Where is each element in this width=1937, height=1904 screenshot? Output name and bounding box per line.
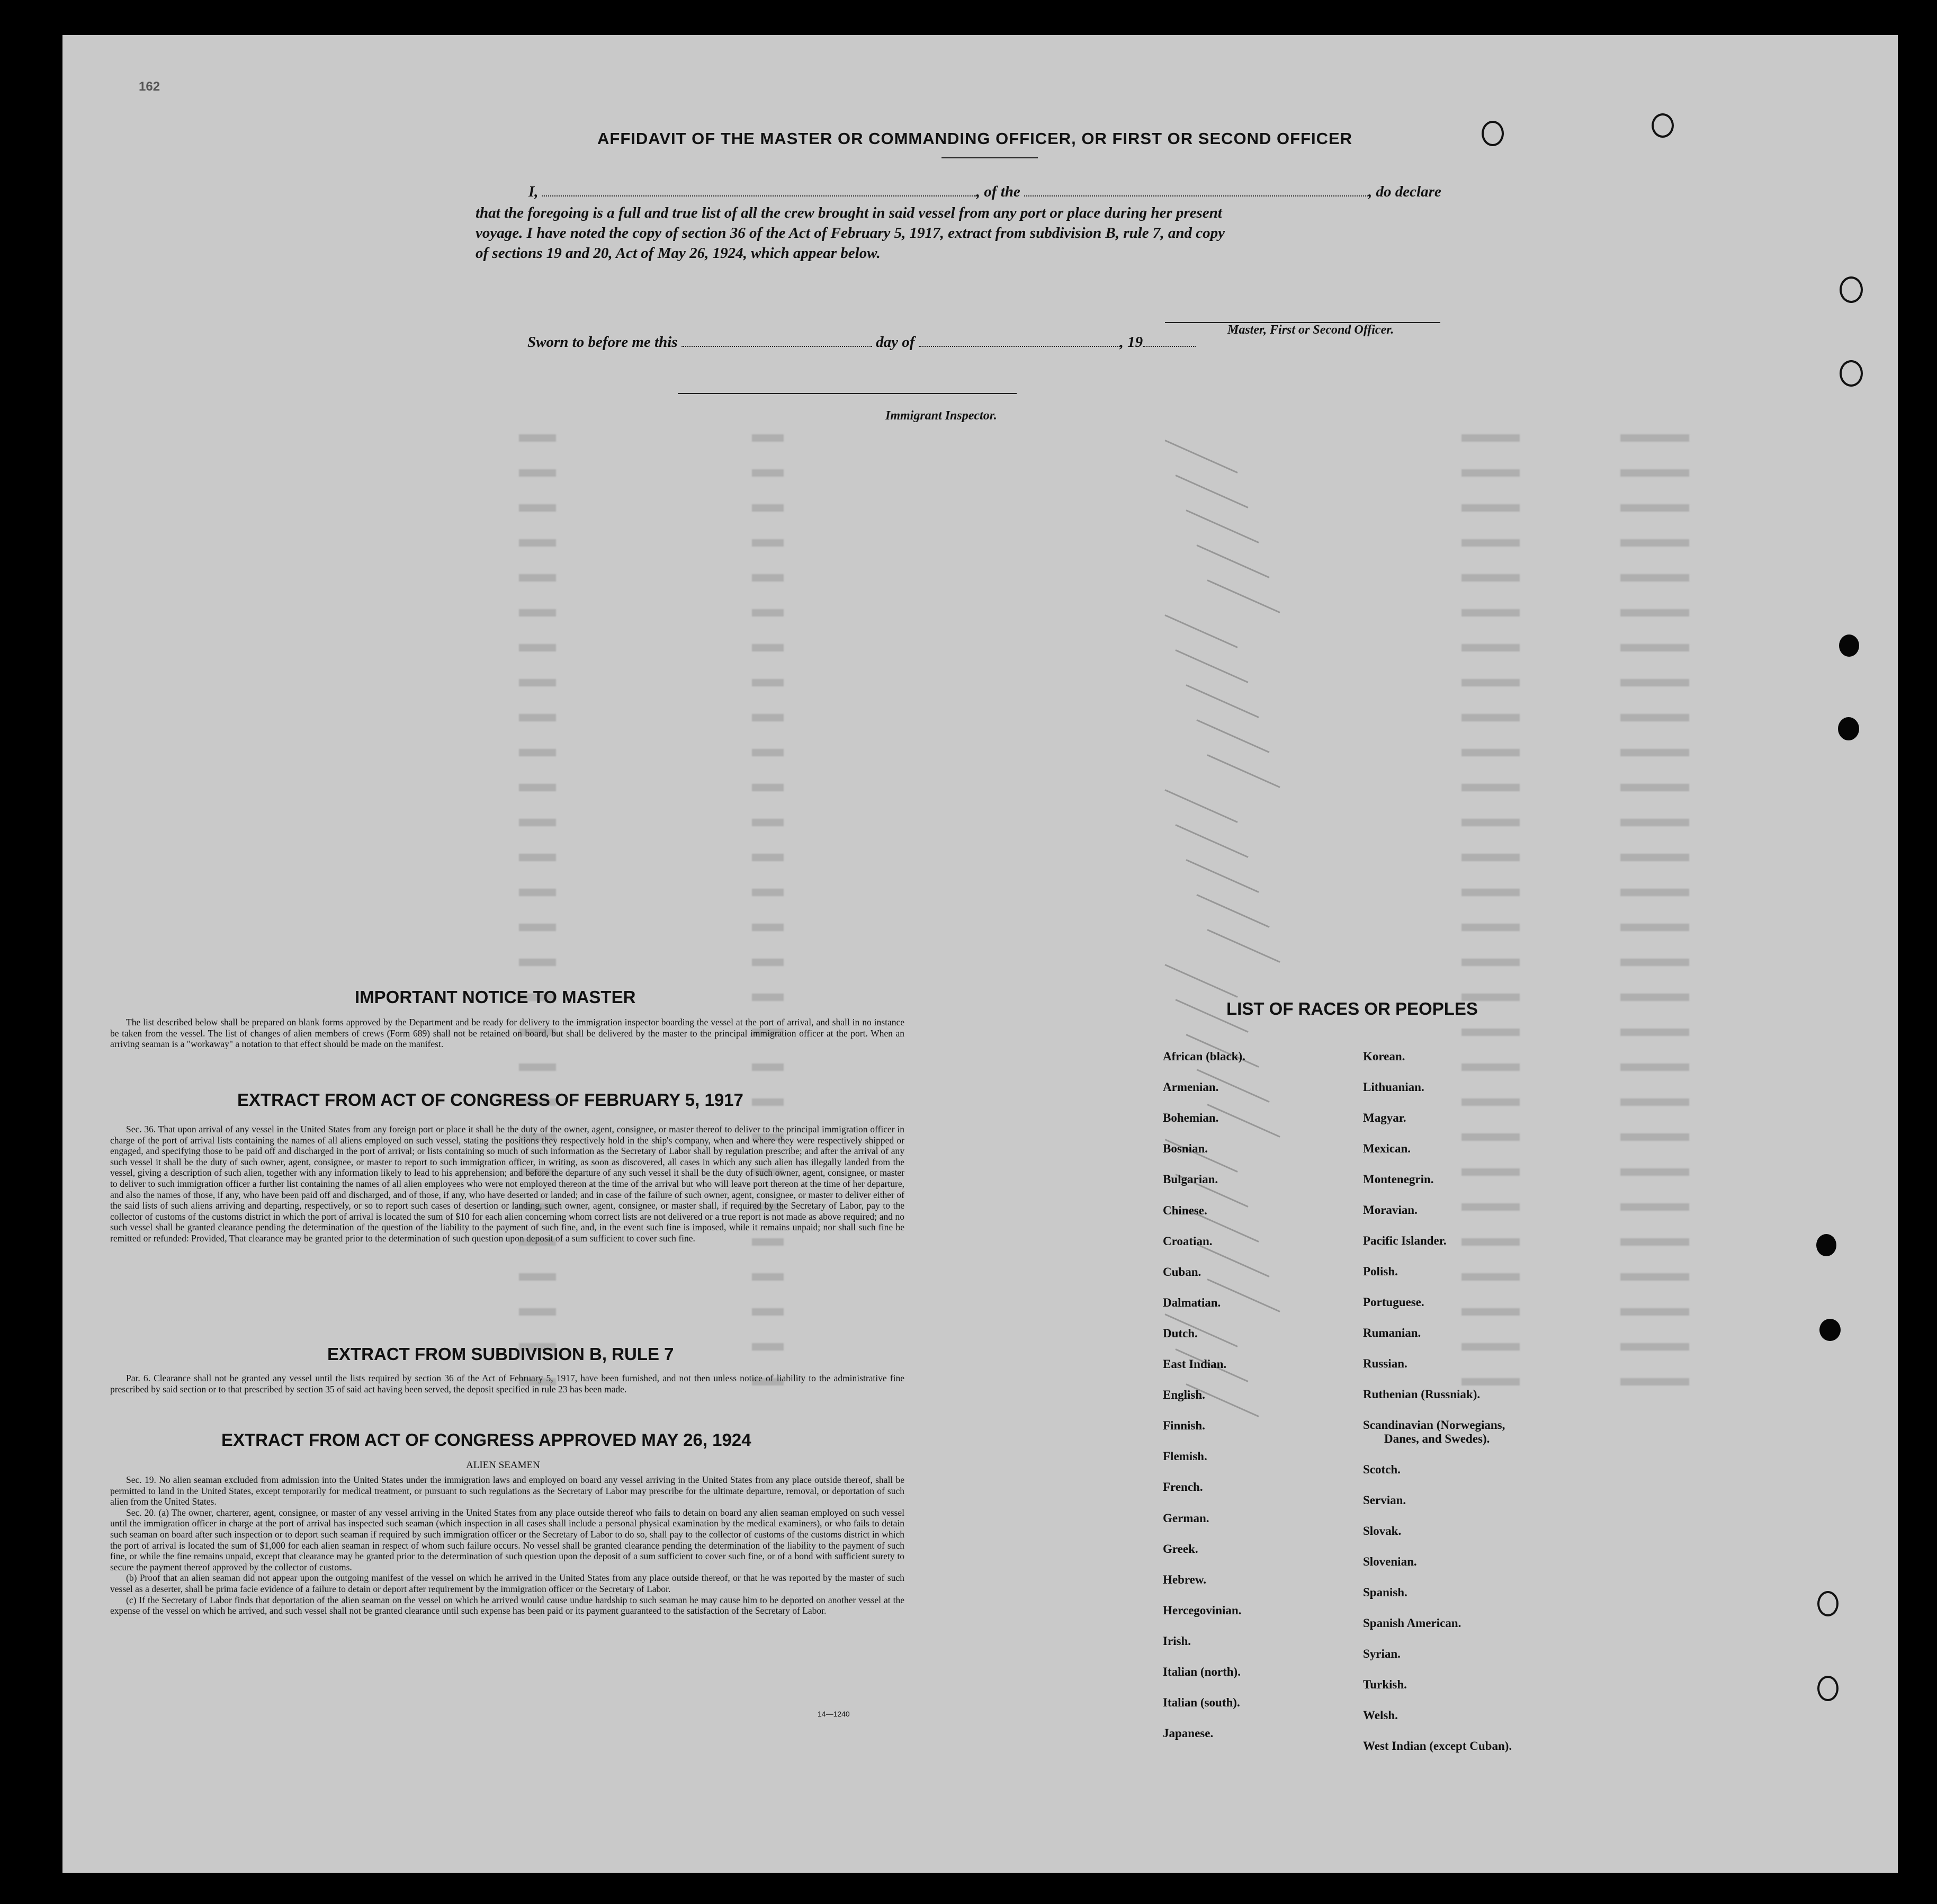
race-item: Dalmatian. <box>1163 1295 1221 1309</box>
bleed-through-mark <box>1461 539 1520 547</box>
race-item: Portuguese. <box>1363 1295 1424 1309</box>
bleed-through-mark <box>752 1063 784 1071</box>
punch-hole <box>1652 113 1674 138</box>
bleed-through-mark <box>1620 1133 1689 1141</box>
bleed-through-mark <box>1620 1029 1689 1036</box>
race-item: Croatian. <box>1163 1234 1213 1248</box>
bleed-through-mark <box>1620 609 1689 616</box>
notice-paragraph: The list described below shall be prepared on blank forms approved by the Department and be ready for delivery to the immigration inspector boarding the vessel at the port of arrival, and shall in no instance be taken from the vessel. The list of changes of alien members of crews (Form 689) shall not be retained on board, but shall be delivered by the master to the principal immigration officer at the port. When an arriving seaman is a "workaway" a notation to that effect should be made on the manifest. <box>110 1017 904 1050</box>
year-blank <box>1143 334 1196 347</box>
sec19-paragraph: Sec. 19. No alien seaman excluded from admission into the United States under the immigration laws and employed on board any vessel arriving in the United States from any place outside thereof, shall be permitted to land in the United States, except temporarily for medical treatment, or pursuant to such regulations as the Secretary of Labor may prescribe for the ultimate departure, removal, or deportation of such alien from the United States. <box>110 1474 904 1507</box>
sec20c-paragraph: (c) If the Secretary of Labor finds that deportation of the alien seaman on the vessel on which he arrived would cause undue hardship to such seaman he may cause him to be deported on another vessel at the expense of the vessel on which he arrived, and such vessel shall not be granted clearance until such expense has been paid or its payment guaranteed to the satisfaction of the Secretary of Labor. <box>110 1594 904 1616</box>
race-item: English. <box>1163 1388 1205 1402</box>
race-item: Ruthenian (Russniak). <box>1363 1388 1481 1401</box>
races-title: LIST OF RACES OR PEOPLES <box>1226 999 1478 1018</box>
bleed-through-mark <box>1620 1063 1689 1071</box>
punch-hole <box>1817 1591 1839 1616</box>
bleed-through-mark <box>519 644 556 651</box>
bleed-through-mark <box>1461 1378 1520 1385</box>
bleed-through-mark <box>519 924 556 931</box>
bleed-through-mark <box>752 994 784 1001</box>
bleed-through-mark <box>752 924 784 931</box>
rule7-title: EXTRACT FROM SUBDIVISION B, RULE 7 <box>327 1344 674 1364</box>
bleed-through-mark <box>1461 1273 1520 1281</box>
race-item: Scandinavian (Norwegians, <box>1363 1418 1505 1432</box>
bleed-through-mark <box>752 679 784 686</box>
bleed-through-mark <box>1461 1063 1520 1071</box>
bleed-through-mark <box>519 889 556 896</box>
bleed-through-mark <box>519 714 556 721</box>
punch-hole <box>1482 121 1504 146</box>
race-item: Japanese. <box>1163 1727 1214 1740</box>
sec20a-paragraph: Sec. 20. (a) The owner, charterer, agent, consignee, or master of any vessel arriving in the United States from any place outside thereof who fails to detain on board any alien seaman employed on such vessel until the immigration officer in charge at the port of arrival has inspected such seaman (which inspection in all cases shall include a personal physical examination by the medical examiners), or who fails to detain such seaman on board after such inspection or to deport such seaman if required by such immigration officer or the Secretary of Labor to do so, shall pay to the collector of customs of the customs district in which the port of arrival is located the sum of $1,000 for each alien seaman in respect of whom such failure occurs. No vessel shall be granted clearance pending the determination of the liability to the payment of such fine, or while the fine remains unpaid, except that clearance may be granted prior to the determination of such question upon the deposit of a sum sufficient to cover such fine, or of a bond with sufficient surety to secure the payment thereof approved by the collector of customs. <box>110 1507 904 1572</box>
bleed-through-mark <box>1620 469 1689 477</box>
affidavit-line-2: that the foregoing is a full and true list of all the crew brought in said vessel from any port or place during her present <box>476 204 1222 221</box>
race-item: Syrian. <box>1363 1647 1401 1660</box>
vessel-blank <box>1024 184 1368 196</box>
punch-hole <box>1839 634 1859 657</box>
race-item: Mexican. <box>1363 1142 1411 1155</box>
bleed-through-mark <box>1620 749 1689 756</box>
race-item: Welsh. <box>1363 1709 1398 1722</box>
bleed-through-mark <box>1461 924 1520 931</box>
bleed-through-mark <box>519 819 556 826</box>
race-item: Moravian. <box>1363 1203 1418 1217</box>
extract-1924-title: EXTRACT FROM ACT OF CONGRESS APPROVED MAY 26, 1924 <box>221 1430 751 1450</box>
race-item: Scotch. <box>1363 1463 1401 1476</box>
bleed-through-mark <box>1461 574 1520 582</box>
bleed-through-mark <box>519 1273 556 1281</box>
bleed-through-mark <box>1620 854 1689 861</box>
sworn-label: Sworn to before me this <box>527 334 678 351</box>
notice-title: IMPORTANT NOTICE TO MASTER <box>355 987 636 1007</box>
bleed-through-mark <box>1461 469 1520 477</box>
title-divider <box>941 157 1038 158</box>
i-label: I, <box>528 183 539 200</box>
punch-hole <box>1840 360 1863 387</box>
bleed-through-mark <box>519 679 556 686</box>
race-item: West Indian (except Cuban). <box>1363 1739 1512 1753</box>
bleed-through-mark <box>1461 434 1520 442</box>
race-item: Turkish. <box>1363 1678 1407 1691</box>
race-item: Magyar. <box>1363 1111 1406 1124</box>
bleed-through-mark <box>1461 1133 1520 1141</box>
bleed-through-mark <box>1620 819 1689 826</box>
bleed-through-mark <box>1620 889 1689 896</box>
race-item: Italian (north). <box>1163 1665 1241 1678</box>
race-item: Polish. <box>1363 1265 1398 1278</box>
rule7-body <box>110 1373 904 1395</box>
bleed-through-mark <box>1461 1238 1520 1246</box>
race-item: Bosnian. <box>1163 1142 1208 1156</box>
race-item: Bulgarian. <box>1163 1173 1218 1186</box>
bleed-through-mark <box>752 574 784 582</box>
punch-hole <box>1838 717 1859 740</box>
race-item: Korean. <box>1363 1050 1405 1063</box>
page-number: 162 <box>139 79 160 94</box>
bleed-through-mark <box>1620 679 1689 686</box>
race-item: Slovenian. <box>1363 1555 1417 1568</box>
bleed-through-mark <box>1620 574 1689 582</box>
inspector-caption: Immigrant Inspector. <box>885 409 997 423</box>
punch-hole <box>1819 1319 1841 1341</box>
bleed-through-mark <box>1620 1098 1689 1106</box>
race-item: Irish. <box>1163 1634 1191 1648</box>
bleed-through-mark <box>1461 609 1520 616</box>
race-item: Spanish. <box>1363 1586 1407 1599</box>
bleed-through-mark <box>519 1308 556 1316</box>
bleed-through-mark <box>752 1308 784 1316</box>
extract-1917-body <box>110 1124 904 1244</box>
race-item: Armenian. <box>1163 1080 1219 1094</box>
bleed-through-mark <box>752 959 784 966</box>
month-blank <box>919 334 1120 347</box>
race-item: French. <box>1163 1480 1203 1494</box>
punch-hole <box>1817 1676 1839 1701</box>
punch-hole <box>1840 276 1863 303</box>
bleed-through-mark <box>1461 749 1520 756</box>
day-blank <box>681 334 872 347</box>
bleed-through-mark <box>1461 1308 1520 1316</box>
bleed-through-mark <box>1620 1168 1689 1176</box>
race-item: Chinese. <box>1163 1203 1207 1217</box>
bleed-through-mark <box>752 749 784 756</box>
bleed-through-mark <box>1461 854 1520 861</box>
bleed-through-mark <box>1620 1203 1689 1211</box>
race-item: Greek. <box>1163 1542 1198 1556</box>
bleed-through-mark <box>1620 784 1689 791</box>
race-item: Finnish. <box>1163 1419 1205 1433</box>
extract-1924-body <box>110 1474 904 1616</box>
bleed-through-mark <box>1461 784 1520 791</box>
bleed-through-mark <box>1461 819 1520 826</box>
bleed-through-mark <box>1461 889 1520 896</box>
bleed-through-mark <box>1461 959 1520 966</box>
par6-paragraph: Par. 6. Clearance shall not be granted any vessel until the lists required by section 36 of the Act of February 5, 1917, have been furnished, and not then unless notice of liability to the administrative fine prescribed by said section or to that prescribed by section 35 of said act having been served, the deposit specified in rule 23 has been made. <box>110 1373 904 1395</box>
bleed-through-mark <box>1620 539 1689 547</box>
bleed-through-mark <box>752 1273 784 1281</box>
race-item: Spanish American. <box>1363 1616 1461 1630</box>
race-item: East Indian. <box>1163 1357 1227 1371</box>
race-item: Italian (south). <box>1163 1696 1240 1710</box>
race-item: African (black). <box>1163 1050 1245 1063</box>
race-item: Slovak. <box>1363 1524 1402 1537</box>
bleed-through-mark <box>1620 924 1689 931</box>
bleed-through-mark <box>519 434 556 442</box>
notice-body <box>110 1017 904 1050</box>
race-item: Flemish. <box>1163 1450 1207 1463</box>
bleed-through-mark <box>519 504 556 512</box>
bleed-through-mark <box>752 434 784 442</box>
race-item: Hercegovinian. <box>1163 1603 1242 1617</box>
bleed-through-mark <box>1620 644 1689 651</box>
name-blank <box>542 184 976 196</box>
bleed-through-mark <box>752 504 784 512</box>
bleed-through-mark <box>752 714 784 721</box>
bleed-through-mark <box>1461 504 1520 512</box>
affidavit-line-1 <box>528 183 1441 201</box>
bleed-through-mark <box>519 749 556 756</box>
bleed-through-mark <box>1461 679 1520 686</box>
race-item: Russian. <box>1363 1357 1407 1370</box>
bleed-through-mark <box>1461 644 1520 651</box>
bleed-through-mark <box>1620 714 1689 721</box>
bleed-through-mark <box>1620 1378 1689 1385</box>
bleed-through-mark <box>752 819 784 826</box>
bleed-through-mark <box>1620 1238 1689 1246</box>
punch-hole <box>1816 1234 1836 1256</box>
bleed-through-mark <box>1620 1308 1689 1316</box>
bleed-through-mark <box>752 1343 784 1351</box>
affidavit-title: AFFIDAVIT OF THE MASTER OR COMMANDING OFFICER, OR FIRST OR SECOND OFFICER <box>597 129 1353 148</box>
bleed-through-mark <box>519 539 556 547</box>
form-number: 14—1240 <box>818 1710 850 1718</box>
sworn-line <box>527 334 1196 351</box>
race-item: Pacific Islander. <box>1363 1234 1447 1247</box>
of-the-label: , of the <box>976 183 1020 200</box>
race-item: German. <box>1163 1511 1209 1525</box>
bleed-through-mark <box>752 889 784 896</box>
race-item: Cuban. <box>1163 1265 1201 1279</box>
day-of-label: day of <box>876 334 915 351</box>
bleed-through-mark <box>1461 1343 1520 1351</box>
bleed-through-mark <box>1620 1273 1689 1281</box>
signature-caption: Master, First or Second Officer. <box>1227 323 1394 337</box>
bleed-through-mark <box>519 784 556 791</box>
affidavit-line-3: voyage. I have noted the copy of section 36 of the Act of February 5, 1917, extract from subdivision B, rule 7, and copy <box>476 225 1225 242</box>
race-item: Danes, and Swedes). <box>1384 1432 1490 1445</box>
bleed-through-mark <box>1620 959 1689 966</box>
bleed-through-mark <box>519 959 556 966</box>
do-declare-label: , do declare <box>1368 183 1441 200</box>
affidavit-line-4: of sections 19 and 20, Act of May 26, 1924, which appear below. <box>476 245 881 262</box>
bleed-through-mark <box>752 784 784 791</box>
bleed-through-mark <box>1620 434 1689 442</box>
bleed-through-mark <box>752 854 784 861</box>
bleed-through-mark <box>752 539 784 547</box>
bleed-through-mark <box>519 854 556 861</box>
bleed-through-mark <box>1461 714 1520 721</box>
bleed-through-mark <box>1620 1343 1689 1351</box>
bleed-through-mark <box>1461 1168 1520 1176</box>
race-item: Montenegrin. <box>1363 1173 1434 1186</box>
year-label: , 19 <box>1119 334 1143 351</box>
race-item: Hebrew. <box>1163 1572 1206 1586</box>
race-item: Rumanian. <box>1363 1326 1421 1339</box>
bleed-through-mark <box>752 1098 784 1106</box>
inspector-line <box>678 393 1017 394</box>
bleed-through-mark <box>1461 1203 1520 1211</box>
sec20b-paragraph: (b) Proof that an alien seaman did not appear upon the outgoing manifest of the vessel on which he arrived in the United States from any place outside thereof, or that he was reported by the master of such vessel as a deserter, shall be prima facie evidence of a failure to detain or deport after requirement by the immigration officer or the Secretary of Labor. <box>110 1572 904 1594</box>
bleed-through-mark <box>1461 1029 1520 1036</box>
race-item: Lithuanian. <box>1363 1080 1424 1094</box>
race-item: Servian. <box>1363 1494 1406 1507</box>
bleed-through-mark <box>1461 1098 1520 1106</box>
sec36-paragraph: Sec. 36. That upon arrival of any vessel in the United States from any foreign port or place it shall be the duty of the owner, agent, consignee, or master thereof to deliver to the principal immigration officer in charge of the port of arrival lists containing the names of all aliens employed on such vessel, stating the positions they respectively hold in the ship's company, when and where they were respectively shipped or engaged, and specifying those to be paid off and discharged in the port of arrival; or lists containing so much of such information as the Secretary of Labor shall by regulation prescribe; and after the arrival of any such vessel it shall be the duty of such owner, agent, consignee, or master to report to such immigration officer, in writing, as soon as discovered, all cases in which any such alien has illegally landed from the vessel, giving a description of such alien, together with any information likely to lead to his apprehension; and before the departure of any such vessel it shall be the duty of such owner, agent, consignee, or master to deliver to such immigration officer a further list containing the names of all alien employees who were not employed thereon at the time of the arrival but who will leave port thereon at the time of her departure, and also the names of those, if any, who have been paid off and discharged, and of those, if any, who have deserted or landed; and in case of the failure of such owner, agent, consignee, or master to deliver either of the said lists of such aliens arriving and departing, respectively, or so to report such cases of desertion or landing, such owner, agent, consignee, or master shall, if required by the Secretary of Labor, pay to the collector of customs of the customs district in which the port of arrival is located the sum of $10 for each alien concerning whom correct lists are not delivered or a true report is not made as above required; and no such vessel shall be granted clearance pending the determination of the question of the liability to the payment of such fine, and, in the event such fine is imposed, while it remains unpaid; nor shall such fine be remitted or refunded: Provided, That clearance may be granted prior to the determination of such question upon deposit of a sum sufficient to cover such fine. <box>110 1124 904 1244</box>
race-item: Bohemian. <box>1163 1111 1219 1125</box>
race-item: Dutch. <box>1163 1326 1198 1340</box>
bleed-through-mark <box>752 469 784 477</box>
bleed-through-mark <box>1620 994 1689 1001</box>
bleed-through-mark <box>752 609 784 616</box>
alien-seamen-subtitle: ALIEN SEAMEN <box>466 1460 540 1471</box>
bleed-through-mark <box>519 469 556 477</box>
bleed-through-mark <box>519 574 556 582</box>
bleed-through-mark <box>519 1063 556 1071</box>
extract-1917-title: EXTRACT FROM ACT OF CONGRESS OF FEBRUARY 5, 1917 <box>237 1090 743 1110</box>
bleed-through-mark <box>519 609 556 616</box>
bleed-through-mark <box>1620 504 1689 512</box>
bleed-through-mark <box>752 644 784 651</box>
